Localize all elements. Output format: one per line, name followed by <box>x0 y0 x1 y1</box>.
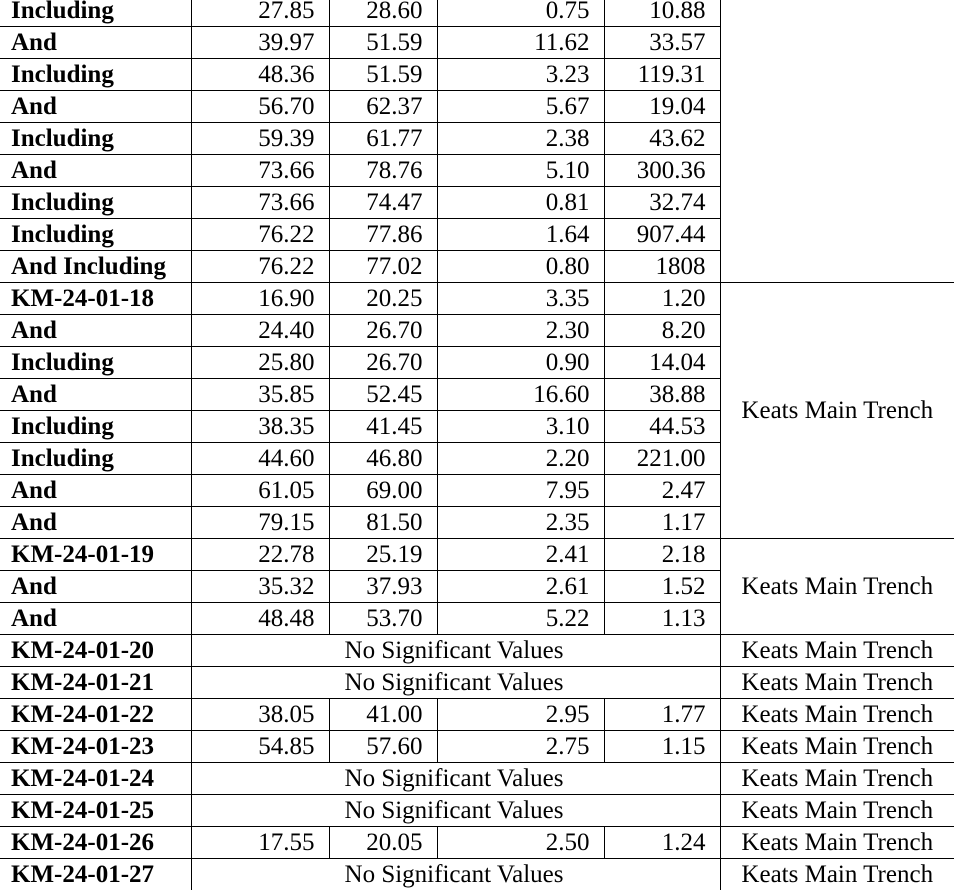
from-cell: 44.60 <box>191 443 329 475</box>
hole-id-cell: Including <box>0 0 191 27</box>
table-row <box>0 539 954 571</box>
grade-cell: 10.88 <box>604 0 720 27</box>
hole-id-cell: Including <box>0 411 191 443</box>
from-cell: 48.36 <box>191 59 329 91</box>
table-row <box>0 283 954 315</box>
location-cell-empty <box>720 219 954 251</box>
from-cell: 35.32 <box>191 571 329 603</box>
to-cell: 28.60 <box>329 0 437 27</box>
hole-id-cell: And <box>0 91 191 123</box>
grade-cell: 1808 <box>604 251 720 283</box>
width-cell: 3.23 <box>437 59 604 91</box>
no-significant-values-cell: No Significant Values <box>191 667 720 699</box>
table-row <box>0 27 954 59</box>
location-cell-empty <box>720 0 954 27</box>
table-row <box>0 827 954 859</box>
hole-id-cell: Including <box>0 59 191 91</box>
from-cell: 56.70 <box>191 91 329 123</box>
to-cell: 20.25 <box>329 283 437 315</box>
from-cell: 79.15 <box>191 507 329 539</box>
grade-cell: 8.20 <box>604 315 720 347</box>
hole-id-cell: Including <box>0 123 191 155</box>
hole-id-cell: KM-24-01-23 <box>0 731 191 763</box>
grade-cell: 300.36 <box>604 155 720 187</box>
hole-id-cell: Including <box>0 443 191 475</box>
table-row <box>0 795 954 827</box>
location-cell-empty <box>720 123 954 155</box>
location-cell: Keats Main Trench <box>720 635 954 667</box>
from-cell: 27.85 <box>191 0 329 27</box>
width-cell: 2.61 <box>437 571 604 603</box>
grade-cell: 43.62 <box>604 123 720 155</box>
location-cell: Keats Main Trench <box>720 731 954 763</box>
width-cell: 16.60 <box>437 379 604 411</box>
table-row <box>0 859 954 890</box>
hole-id-cell: KM-24-01-20 <box>0 635 191 667</box>
location-cell: Keats Main Trench <box>720 763 954 795</box>
grade-cell: 1.77 <box>604 699 720 731</box>
no-significant-values-cell: No Significant Values <box>191 795 720 827</box>
table-row <box>0 635 954 667</box>
grade-cell: 1.17 <box>604 507 720 539</box>
no-significant-values-cell: No Significant Values <box>191 859 720 890</box>
hole-id-cell: KM-24-01-24 <box>0 763 191 795</box>
hole-id-cell: And <box>0 603 191 635</box>
location-cell-empty <box>720 59 954 91</box>
width-cell: 2.95 <box>437 699 604 731</box>
grade-cell: 44.53 <box>604 411 720 443</box>
from-cell: 73.66 <box>191 155 329 187</box>
table-row <box>0 251 954 283</box>
width-cell: 2.75 <box>437 731 604 763</box>
from-cell: 38.35 <box>191 411 329 443</box>
hole-id-cell: Including <box>0 347 191 379</box>
width-cell: 0.90 <box>437 347 604 379</box>
from-cell: 38.05 <box>191 699 329 731</box>
location-cell-empty <box>720 251 954 283</box>
to-cell: 53.70 <box>329 603 437 635</box>
grade-cell: 2.47 <box>604 475 720 507</box>
hole-id-cell: And <box>0 155 191 187</box>
from-cell: 61.05 <box>191 475 329 507</box>
from-cell: 54.85 <box>191 731 329 763</box>
table-row <box>0 219 954 251</box>
from-cell: 17.55 <box>191 827 329 859</box>
grade-cell: 1.52 <box>604 571 720 603</box>
location-cell-empty <box>720 91 954 123</box>
to-cell: 51.59 <box>329 27 437 59</box>
location-cell: Keats Main Trench <box>720 795 954 827</box>
to-cell: 78.76 <box>329 155 437 187</box>
from-cell: 35.85 <box>191 379 329 411</box>
width-cell: 5.67 <box>437 91 604 123</box>
width-cell: 5.10 <box>437 155 604 187</box>
to-cell: 77.86 <box>329 219 437 251</box>
location-cell: Keats Main Trench <box>720 539 954 635</box>
to-cell: 74.47 <box>329 187 437 219</box>
table-row <box>0 731 954 763</box>
from-cell: 48.48 <box>191 603 329 635</box>
location-cell: Keats Main Trench <box>720 283 954 539</box>
width-cell: 2.50 <box>437 827 604 859</box>
to-cell: 37.93 <box>329 571 437 603</box>
hole-id-cell: And <box>0 475 191 507</box>
grade-cell: 1.24 <box>604 827 720 859</box>
no-significant-values-cell: No Significant Values <box>191 763 720 795</box>
location-cell-empty <box>720 27 954 59</box>
from-cell: 25.80 <box>191 347 329 379</box>
hole-id-cell: And <box>0 571 191 603</box>
hole-id-cell: KM-24-01-25 <box>0 795 191 827</box>
to-cell: 46.80 <box>329 443 437 475</box>
location-cell: Keats Main Trench <box>720 699 954 731</box>
grade-cell: 14.04 <box>604 347 720 379</box>
to-cell: 61.77 <box>329 123 437 155</box>
location-cell-empty <box>720 187 954 219</box>
to-cell: 26.70 <box>329 347 437 379</box>
to-cell: 69.00 <box>329 475 437 507</box>
grade-cell: 38.88 <box>604 379 720 411</box>
grade-cell: 32.74 <box>604 187 720 219</box>
from-cell: 73.66 <box>191 187 329 219</box>
hole-id-cell: And Including <box>0 251 191 283</box>
width-cell: 0.81 <box>437 187 604 219</box>
from-cell: 76.22 <box>191 251 329 283</box>
hole-id-cell: KM-24-01-19 <box>0 539 191 571</box>
no-significant-values-cell: No Significant Values <box>191 635 720 667</box>
grade-cell: 221.00 <box>604 443 720 475</box>
width-cell: 2.38 <box>437 123 604 155</box>
width-cell: 0.80 <box>437 251 604 283</box>
location-cell: Keats Main Trench <box>720 667 954 699</box>
from-cell: 76.22 <box>191 219 329 251</box>
from-cell: 59.39 <box>191 123 329 155</box>
grade-cell: 1.20 <box>604 283 720 315</box>
width-cell: 3.35 <box>437 283 604 315</box>
hole-id-cell: And <box>0 379 191 411</box>
table-row <box>0 699 954 731</box>
to-cell: 25.19 <box>329 539 437 571</box>
to-cell: 52.45 <box>329 379 437 411</box>
table-row <box>0 59 954 91</box>
table-row <box>0 667 954 699</box>
hole-id-cell: And <box>0 315 191 347</box>
from-cell: 22.78 <box>191 539 329 571</box>
from-cell: 16.90 <box>191 283 329 315</box>
hole-id-cell: KM-24-01-27 <box>0 859 191 890</box>
grade-cell: 119.31 <box>604 59 720 91</box>
hole-id-cell: KM-24-01-22 <box>0 699 191 731</box>
table-row <box>0 187 954 219</box>
hole-id-cell: KM-24-01-18 <box>0 283 191 315</box>
to-cell: 57.60 <box>329 731 437 763</box>
hole-id-cell: And <box>0 507 191 539</box>
table-row <box>0 763 954 795</box>
grade-cell: 19.04 <box>604 91 720 123</box>
hole-id-cell: KM-24-01-21 <box>0 667 191 699</box>
grade-cell: 907.44 <box>604 219 720 251</box>
width-cell: 1.64 <box>437 219 604 251</box>
grade-cell: 1.13 <box>604 603 720 635</box>
width-cell: 0.75 <box>437 0 604 27</box>
width-cell: 2.35 <box>437 507 604 539</box>
table-row <box>0 123 954 155</box>
grade-cell: 2.18 <box>604 539 720 571</box>
table-row <box>0 0 954 27</box>
hole-id-cell: KM-24-01-26 <box>0 827 191 859</box>
to-cell: 51.59 <box>329 59 437 91</box>
hole-id-cell: And <box>0 27 191 59</box>
width-cell: 2.30 <box>437 315 604 347</box>
to-cell: 26.70 <box>329 315 437 347</box>
to-cell: 41.00 <box>329 699 437 731</box>
table-row <box>0 91 954 123</box>
grade-cell: 33.57 <box>604 27 720 59</box>
hole-id-cell: Including <box>0 219 191 251</box>
to-cell: 81.50 <box>329 507 437 539</box>
location-cell: Keats Main Trench <box>741 861 934 888</box>
width-cell: 7.95 <box>437 475 604 507</box>
width-cell: 11.62 <box>437 27 604 59</box>
from-cell: 39.97 <box>191 27 329 59</box>
grade-cell: 1.15 <box>604 731 720 763</box>
location-cell: Keats Main Trench <box>720 827 954 859</box>
to-cell: 77.02 <box>329 251 437 283</box>
to-cell: 41.45 <box>329 411 437 443</box>
to-cell: 62.37 <box>329 91 437 123</box>
width-cell: 2.20 <box>437 443 604 475</box>
width-cell: 3.10 <box>437 411 604 443</box>
from-cell: 24.40 <box>191 315 329 347</box>
table-row <box>0 155 954 187</box>
to-cell: 20.05 <box>329 827 437 859</box>
location-cell-empty <box>720 155 954 187</box>
width-cell: 2.41 <box>437 539 604 571</box>
width-cell: 5.22 <box>437 603 604 635</box>
hole-id-cell: Including <box>0 187 191 219</box>
